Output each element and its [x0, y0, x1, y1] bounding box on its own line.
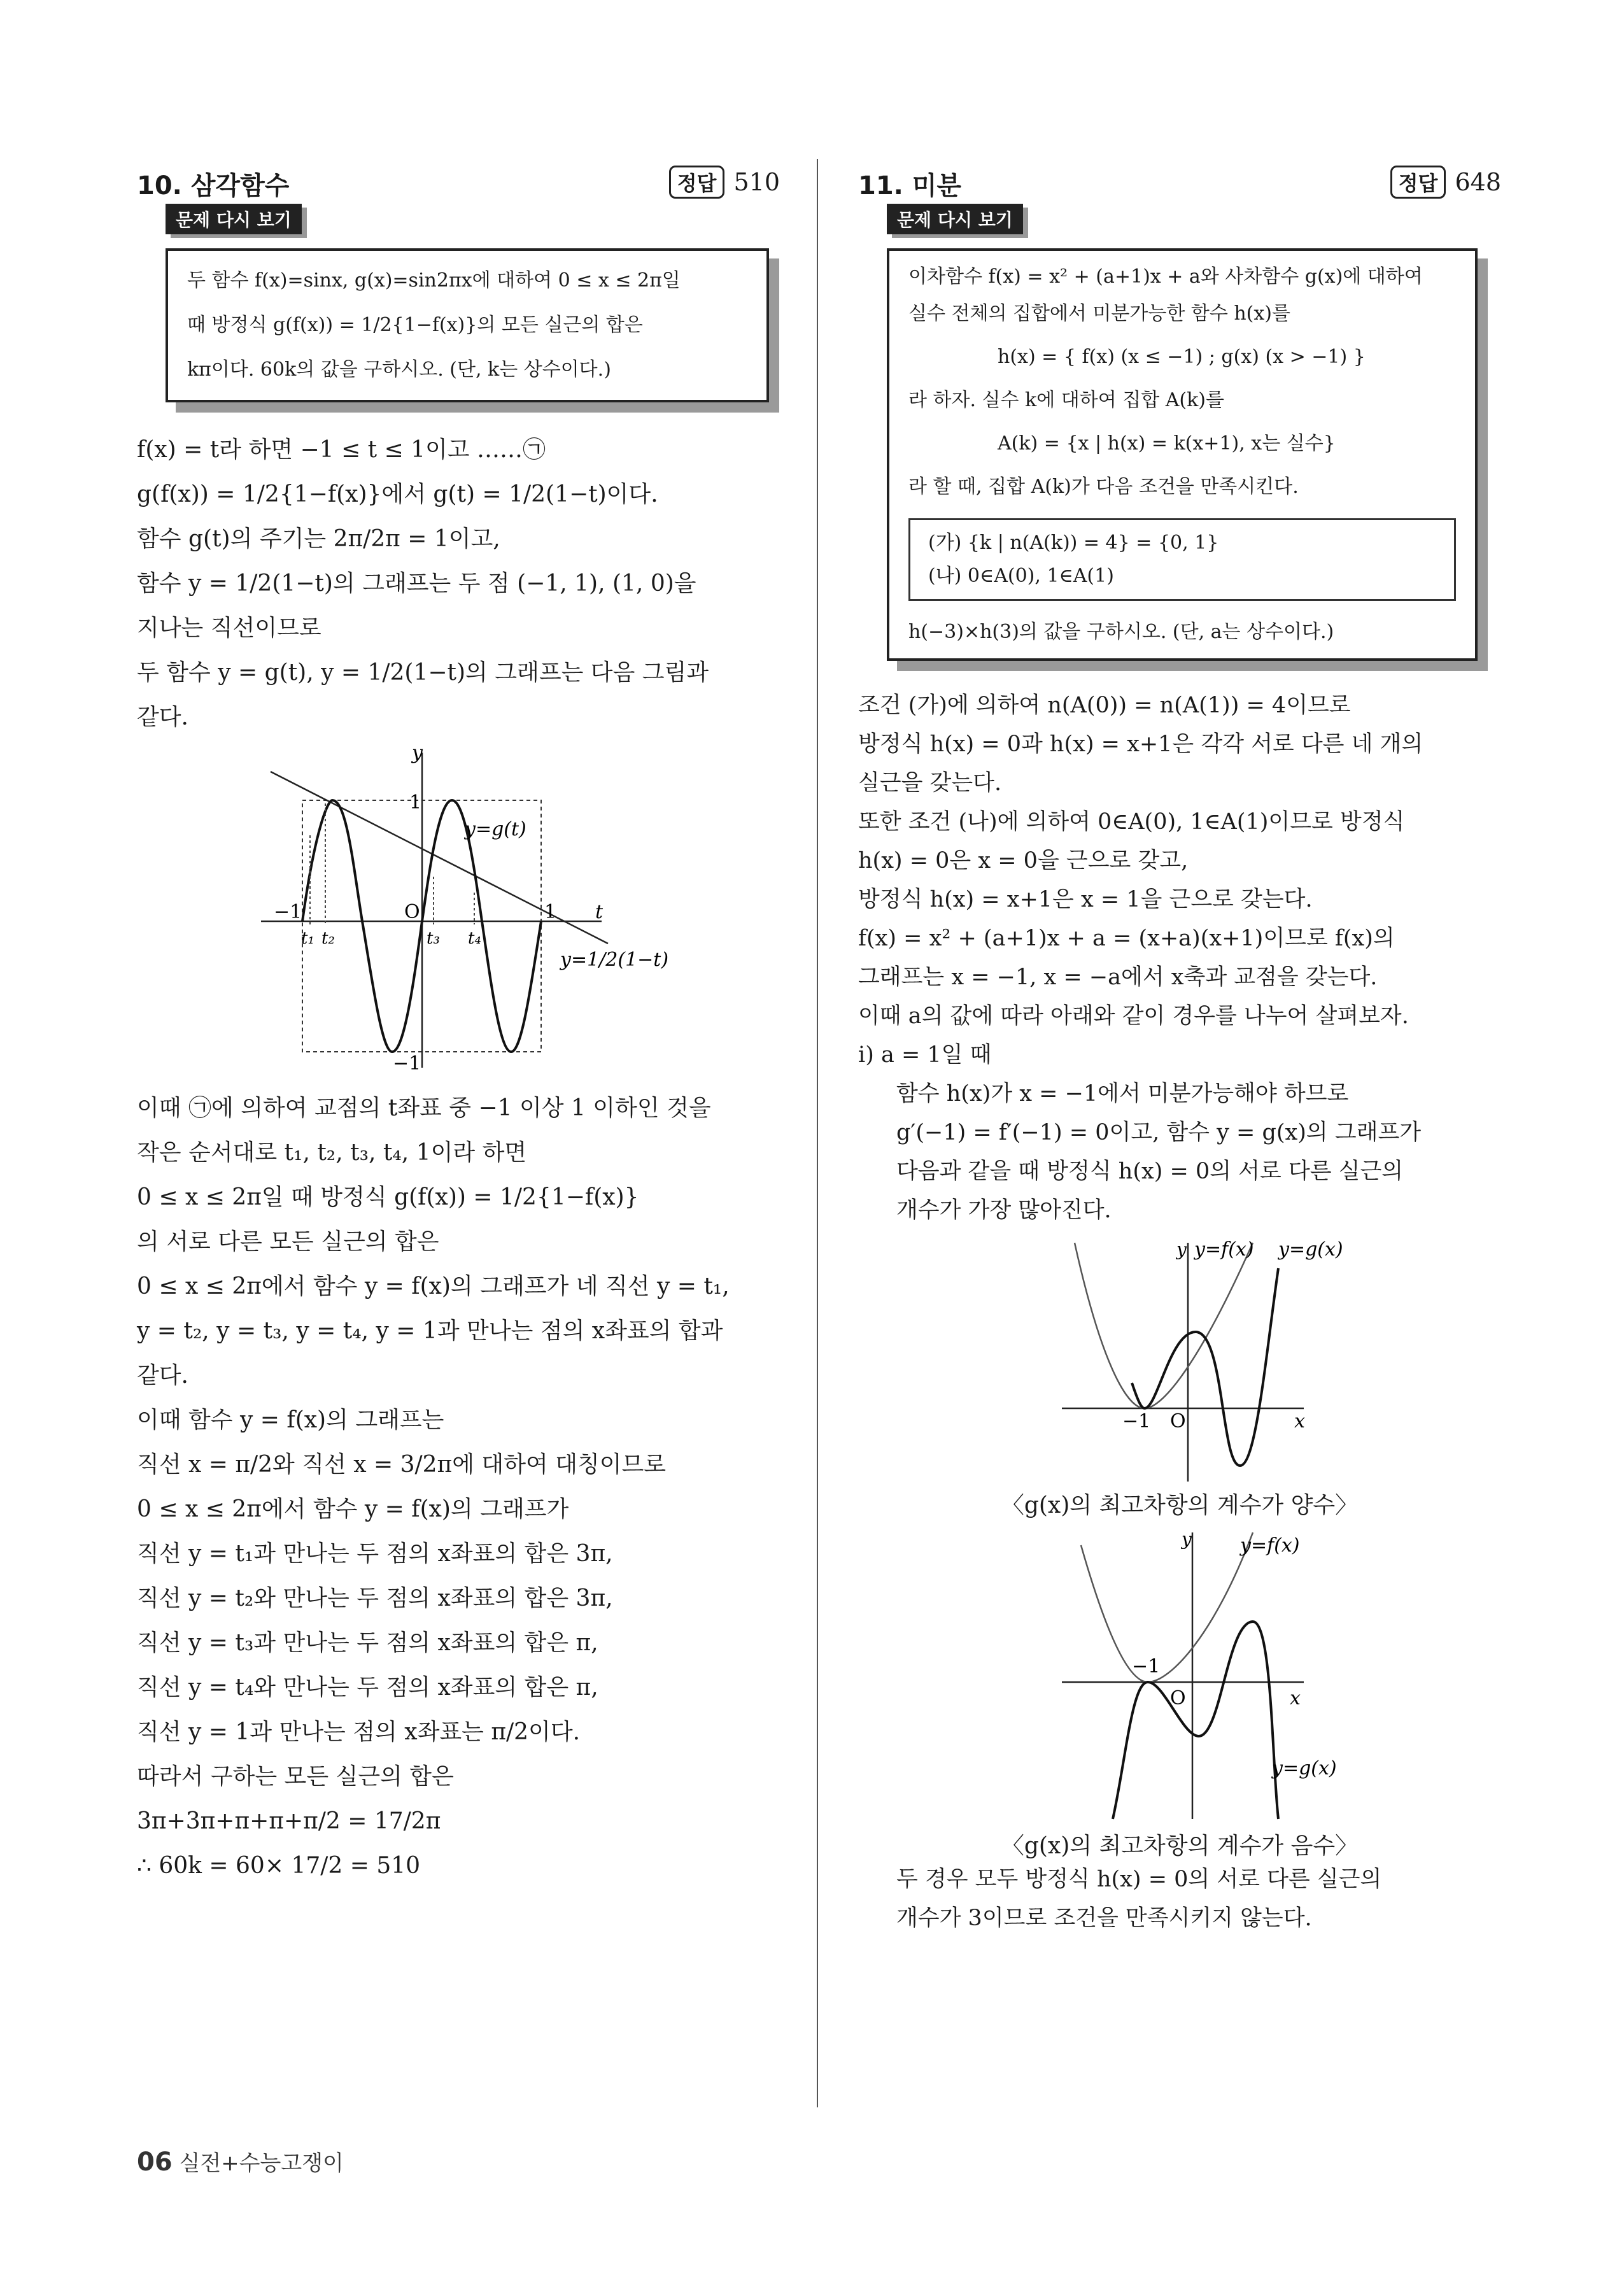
problem-line: kπ이다. 60k의 값을 구하시오. (단, k는 상수이다.) [187, 358, 611, 381]
book-title: 실전+수능고쟁이 [179, 2151, 344, 2176]
solution-line: 이때 함수 y = f(x)의 그래프는 [137, 1407, 444, 1433]
problem-number: 10. 삼각함수 [137, 171, 290, 201]
page-footer [137, 2146, 344, 2177]
t2-label: t₂ [321, 929, 335, 948]
one-x-label: 1 [544, 901, 557, 923]
problem-line: 두 함수 f(x)=sinx, g(x)=sin2πx에 대하여 0 ≤ x ≤ 2π일 [187, 269, 681, 292]
solution-line: h(x) = 0은 x = 0을 근으로 갖고, [858, 848, 1189, 874]
graph-caption: 〈g(x)의 최고차항의 계수가 음수〉 [1001, 1833, 1359, 1859]
conditions-box [908, 518, 1456, 601]
solution-line: 같다. [137, 704, 188, 730]
solution-line: 0 ≤ x ≤ 2π일 때 방정식 g(f(x)) = 1/2{1−f(x)} [137, 1184, 639, 1210]
problem-10-column [137, 159, 780, 1888]
problem-11-header [858, 159, 1501, 204]
problem-line: 라 하자. 실수 k에 대하여 집합 A(k)를 [908, 389, 1224, 411]
problem-11-column [858, 159, 1501, 1938]
solution-line: 직선 y = t₃과 만나는 두 점의 x좌표의 합은 π, [137, 1630, 598, 1656]
neg-one-label: −1 [1132, 1655, 1161, 1678]
solution-line: 지나는 직선이므로 [137, 615, 321, 641]
solution-line: 3π+3π+π+π+π/2 = 17/2π [137, 1808, 441, 1834]
problem-number: 11. 미분 [858, 171, 962, 201]
neg-one-x-label: −1 [274, 901, 302, 923]
solution-line: g′(−1) = f′(−1) = 0이고, 함수 y = g(x)의 그래프가 [896, 1120, 1422, 1145]
graph-g-t [137, 740, 780, 1071]
solution-line: 직선 y = 1과 만나는 점의 x좌표는 π/2이다. [137, 1719, 581, 1745]
solution-line: 직선 y = t₄와 만나는 두 점의 x좌표의 합은 π, [137, 1674, 598, 1701]
solution-line: 두 함수 y = g(t), y = 1/2(1−t)의 그래프는 다음 그림과 [137, 660, 709, 686]
solution-line: 다음과 같을 때 방정식 h(x) = 0의 서로 다른 실근의 [896, 1159, 1404, 1184]
review-tab: 문제 다시 보기 [887, 204, 1023, 234]
y-axis-label: y [1182, 1529, 1192, 1550]
page-number: 06 [137, 2147, 173, 2177]
solution-text-2 [137, 1086, 780, 1888]
solution-line: 실근을 갖는다. [858, 770, 1002, 796]
solution-line: 방정식 h(x) = x+1은 x = 1을 근으로 갖는다. [858, 887, 1313, 912]
condition-a: (가) {k | n(A(k)) = 4} = {0, 1} [928, 532, 1219, 554]
solution-line: 조건 (가)에 의하여 n(A(0)) = n(A(1)) = 4이므로 [858, 693, 1351, 718]
solution-line: 두 경우 모두 방정식 h(x) = 0의 서로 다른 실근의 [896, 1867, 1382, 1892]
problem-line: 이차함수 f(x) = x² + (a+1)x + a와 사차함수 g(x)에 대하여 [908, 265, 1423, 288]
t4-label: t₄ [468, 929, 481, 948]
problem-line: h(−3)×h(3)의 값을 구하시오. (단, a는 상수이다.) [908, 621, 1334, 643]
solution-text [137, 428, 780, 740]
one-y-label: 1 [409, 791, 422, 814]
solution-line: 0 ≤ x ≤ 2π에서 함수 y = f(x)의 그래프가 [137, 1496, 569, 1522]
solution-line: 이때 a의 값에 따라 아래와 같이 경우를 나누어 살펴보자. [858, 1003, 1409, 1029]
solution-line: f(x) = t라 하면 −1 ≤ t ≤ 1이고 ……㉠ [137, 437, 546, 463]
x-axis-label: x [1290, 1687, 1301, 1709]
problem-box [887, 248, 1478, 661]
solution-line: 함수 y = 1/2(1−t)의 그래프는 두 점 (−1, 1), (1, 0)을 [137, 570, 696, 597]
problem-line: 실수 전체의 집합에서 미분가능한 함수 h(x)를 [908, 302, 1290, 325]
x-axis-label: x [1294, 1410, 1305, 1433]
solution-line: 개수가 가장 많아진다. [896, 1198, 1112, 1223]
line-label: y=1/2(1−t) [560, 949, 669, 971]
solution-line: 개수가 3이므로 조건을 만족시키지 않는다. [896, 1906, 1312, 1931]
graph-caption: 〈g(x)의 최고차항의 계수가 양수〉 [1001, 1492, 1359, 1518]
solution-line: 0 ≤ x ≤ 2π에서 함수 y = f(x)의 그래프가 네 직선 y = t₁, [137, 1273, 730, 1299]
answer-badge: 정답 [1390, 166, 1446, 199]
gx-label: y=g(x) [1272, 1757, 1337, 1779]
solution-line: 함수 g(t)의 주기는 2π/2π = 1이고, [137, 526, 500, 552]
solution-line: 따라서 구하는 모든 실근의 합은 [137, 1764, 454, 1790]
column-divider [817, 159, 818, 2107]
solution-line: 방정식 h(x) = 0과 h(x) = x+1은 각각 서로 다른 네 개의 [858, 732, 1423, 757]
neg-one-label: −1 [1122, 1410, 1151, 1433]
answer-badge: 정답 [669, 166, 725, 199]
solution-line: 직선 y = t₁과 만나는 두 점의 x좌표의 합은 3π, [137, 1541, 613, 1567]
solution-line: 그래프는 x = −1, x = −a에서 x축과 교점을 갖는다. [858, 965, 1378, 990]
neg-one-y-label: −1 [393, 1052, 421, 1071]
solution-line: ⅰ) a = 1일 때 [858, 1042, 992, 1068]
solution-line: f(x) = x² + (a+1)x + a = (x+a)(x+1)이므로 f(x)의 [858, 926, 1395, 951]
graph-positive-leading [858, 1230, 1501, 1485]
t3-label: t₃ [427, 929, 440, 948]
solution-line: 작은 순서대로 t₁, t₂, t₃, t₄, 1이라 하면 [137, 1140, 527, 1166]
y-axis-label: y [412, 742, 423, 764]
solution-line: 함수 h(x)가 x = −1에서 미분가능해야 하므로 [896, 1081, 1349, 1107]
y-axis-label: y [1176, 1239, 1187, 1260]
solution-line: 같다. [137, 1362, 188, 1389]
origin-label: O [404, 901, 420, 923]
answer [669, 166, 780, 199]
problem-line: A(k) = {x | h(x) = k(x+1), x는 실수} [998, 432, 1336, 455]
fx-label: y=f(x) [1240, 1534, 1300, 1557]
problem-10-header [137, 159, 780, 204]
gx-label: y=g(x) [1278, 1238, 1343, 1261]
curve-label: y=g(t) [465, 818, 526, 840]
solution-text [858, 686, 1501, 1230]
fx-label: y=f(x) [1194, 1238, 1254, 1261]
solution-line: ∴ 60k = 60× 17/2 = 510 [137, 1853, 421, 1879]
solution-line: 의 서로 다른 모든 실근의 합은 [137, 1229, 439, 1255]
review-tab: 문제 다시 보기 [166, 204, 302, 234]
origin-label: O [1170, 1687, 1186, 1709]
t1-label: t₁ [301, 929, 314, 948]
solution-line: y = t₂, y = t₃, y = t₄, y = 1과 만나는 점의 x좌표의 합과 [137, 1318, 723, 1344]
solution-line: 또한 조건 (나)에 의하여 0∈A(0), 1∈A(1)이므로 방정식 [858, 809, 1405, 835]
problem-line: 라 할 때, 집합 A(k)가 다음 조건을 만족시킨다. [908, 476, 1299, 498]
solution-line: 직선 x = π/2와 직선 x = 3/2π에 대하여 대칭이므로 [137, 1452, 667, 1478]
problem-box [166, 248, 769, 402]
condition-b: (나) 0∈A(0), 1∈A(1) [928, 565, 1114, 587]
problem-line: 때 방정식 g(f(x)) = 1/2{1−f(x)}의 모든 실근의 합은 [187, 314, 643, 336]
problem-line: h(x) = { f(x) (x ≤ −1) ; g(x) (x > −1) } [998, 346, 1366, 368]
t-axis-label: t [595, 901, 604, 923]
graph-negative-leading [858, 1520, 1501, 1825]
answer [1390, 166, 1501, 199]
origin-label: O [1170, 1410, 1186, 1433]
solution-line: g(f(x)) = 1/2{1−f(x)}에서 g(t) = 1/2(1−t)이다. [137, 481, 658, 507]
answer-value: 648 [1455, 168, 1501, 196]
solution-text-2 [858, 1860, 1501, 1938]
solution-line: 직선 y = t₂와 만나는 두 점의 x좌표의 합은 3π, [137, 1585, 613, 1611]
answer-value: 510 [733, 168, 780, 196]
solution-line: 이때 ㉠에 의하여 교점의 t좌표 중 −1 이상 1 이하인 것을 [137, 1095, 711, 1121]
